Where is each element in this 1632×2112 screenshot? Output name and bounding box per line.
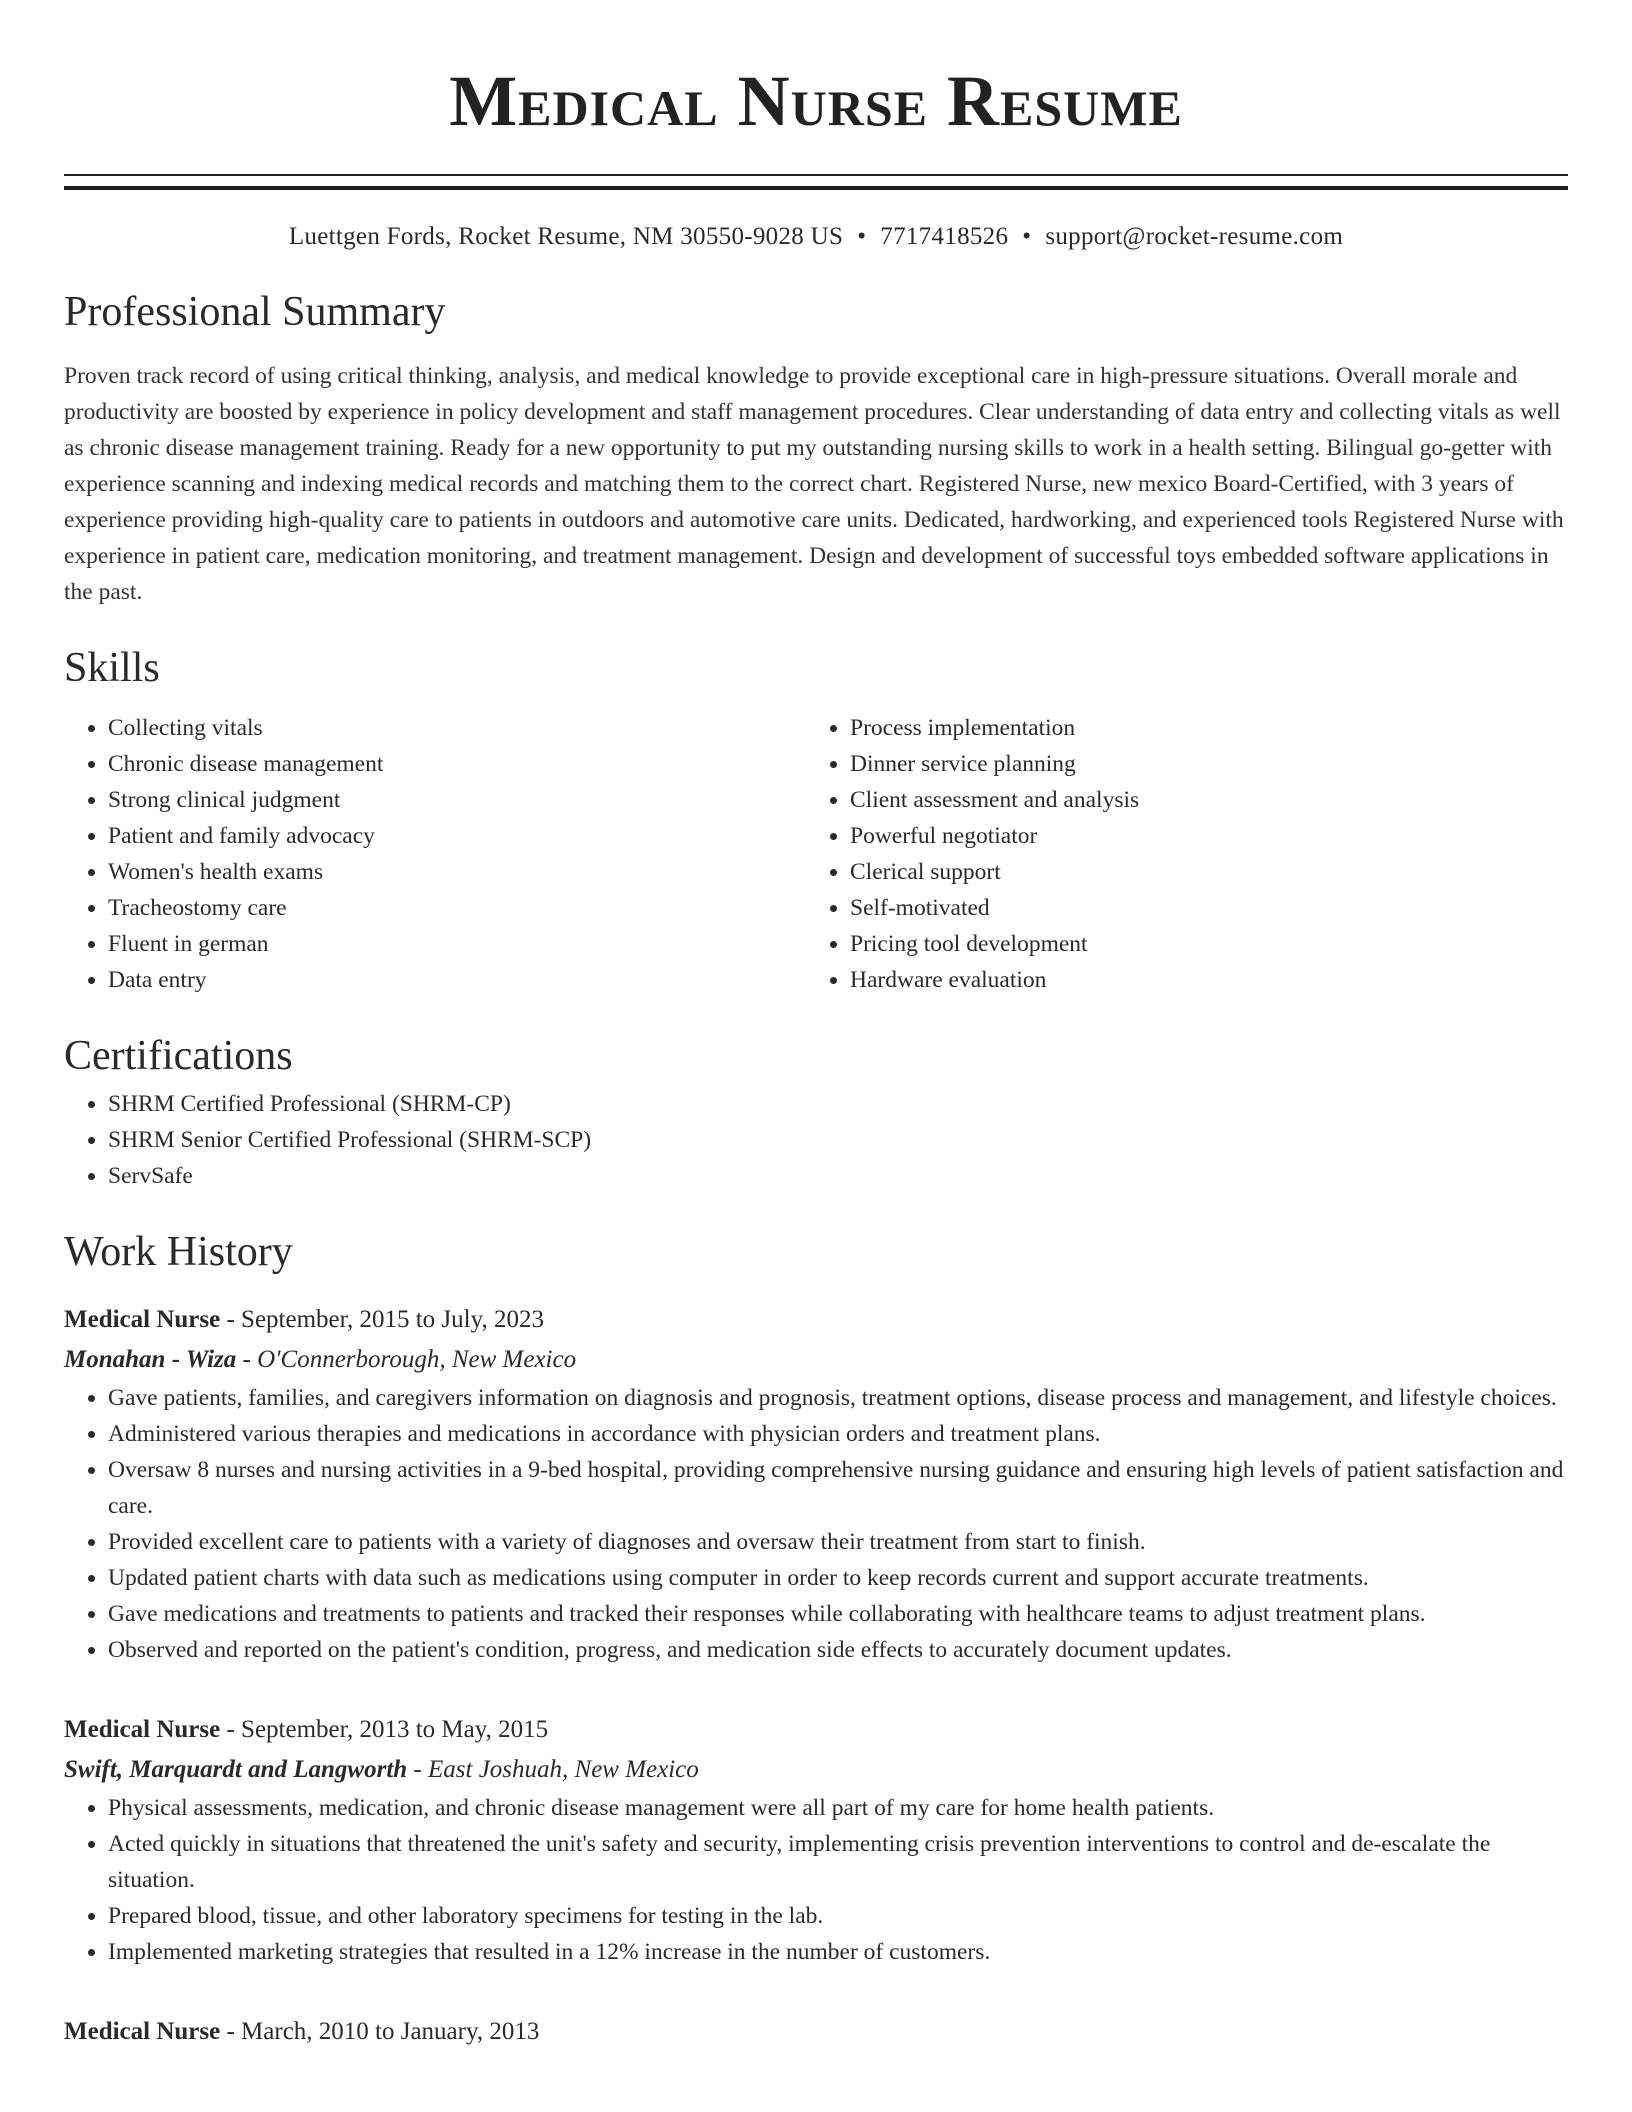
title-divider xyxy=(64,174,1568,190)
job-location: - East Joshuah, New Mexico xyxy=(407,1756,699,1783)
skill-item: • Tracheostomy care xyxy=(108,890,806,926)
certification-item: • SHRM Certified Professional (SHRM-CP) xyxy=(108,1086,1568,1122)
skill-item: • Self-motivated xyxy=(850,890,1548,926)
skills-grid xyxy=(64,710,1568,998)
skills-column-right xyxy=(806,710,1548,998)
skill-item: • Patient and family advocacy xyxy=(108,818,806,854)
contact-address: Luettgen Fords, Rocket Resume, NM 30550-9028 US xyxy=(288,223,844,250)
job-duty: • Prepared blood, tissue, and other laboratory specimens for testing in the lab. xyxy=(108,1898,1568,1934)
contact-phone: 7717418526 xyxy=(880,223,1009,250)
job-employer xyxy=(64,1750,1568,1790)
job-duty: • Provided excellent care to patients with a variety of diagnoses and oversaw their treatment from start to finish. xyxy=(108,1524,1568,1560)
job-duty: • Administered various therapies and medications in accordance with physician orders and treatment plans. xyxy=(108,1416,1568,1452)
contact-separator: • xyxy=(857,223,867,250)
job-header xyxy=(64,1300,1568,1340)
job-company: Swift, Marquardt and Langworth xyxy=(64,1756,408,1783)
certification-item: • ServSafe xyxy=(108,1158,1568,1194)
job-entry xyxy=(64,2012,1568,2052)
skill-item: • Hardware evaluation xyxy=(850,962,1548,998)
skills-list-left xyxy=(64,710,806,998)
skill-item: • Pricing tool development xyxy=(850,926,1548,962)
skill-item: • Women's health exams xyxy=(108,854,806,890)
skill-item: • Strong clinical judgment xyxy=(108,782,806,818)
work-history-heading: Work History xyxy=(64,1229,293,1275)
skill-item: • Chronic disease management xyxy=(108,746,806,782)
job-duty: • Observed and reported on the patient's condition, progress, and medication side effects to accurately document updates. xyxy=(108,1632,1568,1668)
certifications-heading: Certifications xyxy=(64,1033,293,1079)
skills-column-left xyxy=(64,710,806,998)
summary-text: Proven track record of using critical thinking, analysis, and medical knowledge to provide exceptional care in high-pressure situations. Overall morale and productivity are boosted by experience in policy development and staff management procedures. Clear understanding of data entry and collecting vitals as well as chronic disease management training. Ready for a new opportunity to put my outstanding nursing skills to work in a health setting. Bilingual go-getter with experience scanning and indexing medical records and matching them to the correct chart. Registered Nurse, new mexico Board-Certified, with 3 years of experience providing high-quality care to patients in outdoors and automotive care units. Dedicated, hardworking, and experienced tools Registered Nurse with experience in patient care, medication monitoring, and treatment management. Design and development of successful toys embedded software applications in the past. xyxy=(64,363,1564,605)
job-employer xyxy=(64,1340,1568,1380)
job-header xyxy=(64,1710,1568,1750)
job-duty: • Acted quickly in situations that threatened the unit's safety and security, implementing crisis prevention interventions to control and de-escalate the situation. xyxy=(108,1826,1568,1898)
certifications-list xyxy=(64,1086,1568,1194)
job-header xyxy=(64,2012,1568,2052)
job-role: Medical Nurse xyxy=(64,2018,221,2045)
job-entry xyxy=(64,1300,1568,1668)
job-duty: • Physical assessments, medication, and chronic disease management were all part of my care for home health patients. xyxy=(108,1790,1568,1826)
job-location: - O'Connerborough, New Mexico xyxy=(236,1346,577,1373)
job-duties-list xyxy=(64,1790,1568,1970)
skill-item: • Data entry xyxy=(108,962,806,998)
skill-item: • Fluent in german xyxy=(108,926,806,962)
contact-line xyxy=(64,220,1568,254)
skill-item: • Collecting vitals xyxy=(108,710,806,746)
job-duties-list xyxy=(64,1380,1568,1668)
job-duty: • Gave medications and treatments to patients and tracked their responses while collaborating with healthcare teams to adjust treatment plans. xyxy=(108,1596,1568,1632)
skill-item: • Powerful negotiator xyxy=(850,818,1548,854)
job-duty: • Oversaw 8 nurses and nursing activities in a 9-bed hospital, providing comprehensive nursing guidance and ensuring high levels of patient satisfaction and care. xyxy=(108,1452,1568,1524)
skill-item: • Dinner service planning xyxy=(850,746,1548,782)
contact-email: support@rocket-resume.com xyxy=(1045,223,1344,250)
summary-heading: Professional Summary xyxy=(64,289,446,335)
job-duty: • Updated patient charts with data such as medications using computer in order to keep records current and support accurate treatments. xyxy=(108,1560,1568,1596)
certification-item: • SHRM Senior Certified Professional (SHRM-SCP) xyxy=(108,1122,1568,1158)
job-duty: • Gave patients, families, and caregivers information on diagnosis and prognosis, treatment options, disease process and management, and lifestyle choices. xyxy=(108,1380,1568,1416)
job-company: Monahan - Wiza xyxy=(64,1346,237,1373)
skill-item: • Client assessment and analysis xyxy=(850,782,1548,818)
job-role: Medical Nurse xyxy=(64,1716,221,1743)
skill-item: • Process implementation xyxy=(850,710,1548,746)
skills-list-right xyxy=(806,710,1548,998)
job-entry xyxy=(64,1710,1568,1970)
skill-item: • Clerical support xyxy=(850,854,1548,890)
job-role: Medical Nurse xyxy=(64,1306,221,1333)
job-duty: • Implemented marketing strategies that resulted in a 12% increase in the number of customers. xyxy=(108,1934,1568,1970)
job-dates: - March, 2010 to January, 2013 xyxy=(220,2018,540,2045)
contact-separator: • xyxy=(1022,223,1032,250)
job-dates: - September, 2013 to May, 2015 xyxy=(220,1716,549,1743)
skills-heading: Skills xyxy=(64,645,160,691)
resume-title: Medical Nurse Resume xyxy=(449,61,1183,141)
job-dates: - September, 2015 to July, 2023 xyxy=(220,1306,544,1333)
